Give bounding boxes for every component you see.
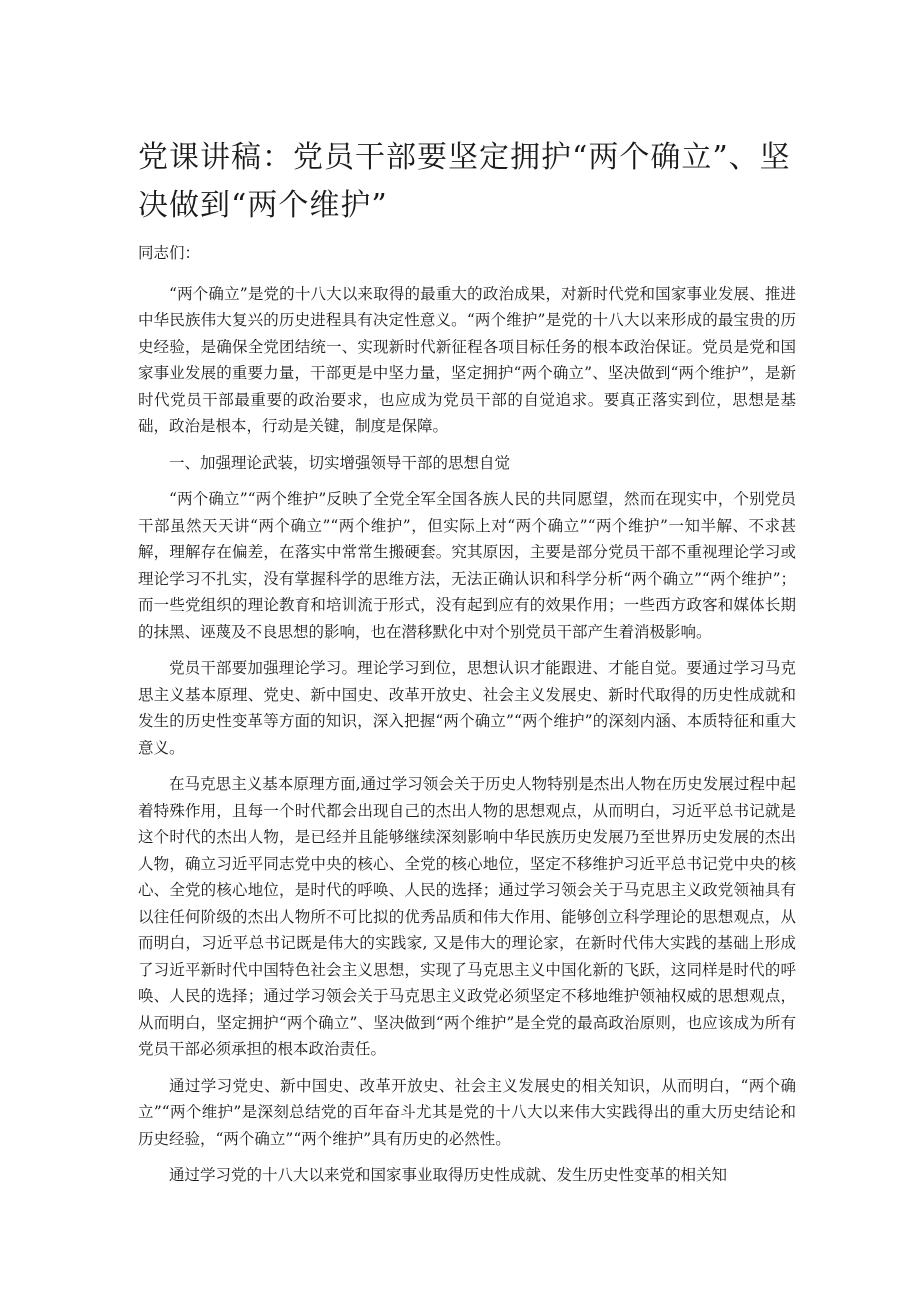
greeting: 同志们：: [138, 244, 201, 262]
paragraph: 通过学习党的十八大以来党和国家事业取得历史性成就、发生历史性变革的相关知: [169, 1166, 728, 1184]
paragraph: 党员干部要加强理论学习。理论学习到位，思想认识才能跟进、才能自觉。要通过学习马克思主义基本原理、党史、新中国史、改革开放史、社会主义发展史、新时代取得的历史性成就和发生的历史性变革等方面的知识，深入把握“两个确立”“两个维护”的深刻内涵、本质特征和重大意义。: [138, 659, 796, 757]
section-heading-1: 一、加强理论武装，切实增强领导干部的思想自觉: [169, 453, 511, 472]
paragraph: 在马克思主义基本原理方面,通过学习领会关于历史人物特别是杰出人物在历史发展过程中起着特殊作用，且每一个时代都会出现自己的杰出人物的思想观点，从而明白，习近平总书记就是这个时代的杰出人物，是已经并且能够继续深刻影响中华民族历史发展乃至世界历史发展的杰出人物，确立习近平同志党中央的核心、全党的核心地位，坚定不移维护习近平总书记党中央的核心、全党的核心地位，是时代的呼唤、人民的选择；通过学习领会关于马克思主义政党领袖具有以往任何阶级的杰出人物所不可比拟的优秀品质和伟大作用、能够创立科学理论的思想观点，从而明白，习近平总书记既是伟大的实践家, 又是伟大的理论家，在新时代伟大实践的基础上形成了习近平新时代中国特色社会主义思想，实现了马克思主义中国化新的飞跃，这同样是时代的呼唤、人民的选择；通过学习领会关于马克思主义政党必须坚定不移地维护领袖权威的思想观点，从而明白，坚定拥护“两个确立”、坚决做到“两个维护”是全党的最高政治原则，也应该成为所有党员干部必须承担的根本政治责任。: [138, 775, 796, 1058]
document-title: 党课讲稿：党员干部要坚定拥护“两个确立”、坚决做到“两个维护”: [138, 140, 791, 223]
paragraph: “两个确立”“两个维护”反映了全党全军全国各族人民的共同愿望，然而在现实中，个别党员干部虽然天天讲“两个确立”“两个维护”，但实际上对“两个确立”“两个维护”一知半解、不求甚解，理解存在偏差，在落实中常常生搬硬套。究其原因，主要是部分党员干部不重视理论学习或理论学习不扎实，没有掌握科学的思维方法，无法正确认识和科学分析“两个确立”“两个维护”；而一些党组织的理论教育和培训流于形式，没有起到应有的效果作用；一些西方政客和媒体长期的抹黑、诬蔑及不良思想的影响，也在潜移默化中对个别党员干部产生着消极影响。: [138, 490, 796, 641]
paragraph-intro: “两个确立”是党的十八大以来取得的最重大的政治成果，对新时代党和国家事业发展、推进中华民族伟大复兴的历史进程具有决定性意义。“两个维护”是党的十八大以来形成的最宝贵的历史经验，是确保全党团结统一、实现新时代新征程各项目标任务的根本政治保证。党员是党和国家事业发展的重要力量，干部更是中坚力量，坚定拥护“两个确立”、坚决做到“两个维护”，是新时代党员干部最重要的政治要求，也应成为党员干部的自觉追求。要真正落实到位，思想是基础，政治是根本，行动是关键，制度是保障。: [138, 284, 796, 435]
paragraph: 通过学习党史、新中国史、改革开放史、社会主义发展史的相关知识，从而明白，“两个确立”“两个维护”是深刻总结党的百年奋斗尤其是党的十八大以来伟大实践得出的重大历史结论和历史经验，“两个确立”“两个维护”具有历史的必然性。: [138, 1076, 796, 1148]
document-body: [138, 240, 796, 1199]
